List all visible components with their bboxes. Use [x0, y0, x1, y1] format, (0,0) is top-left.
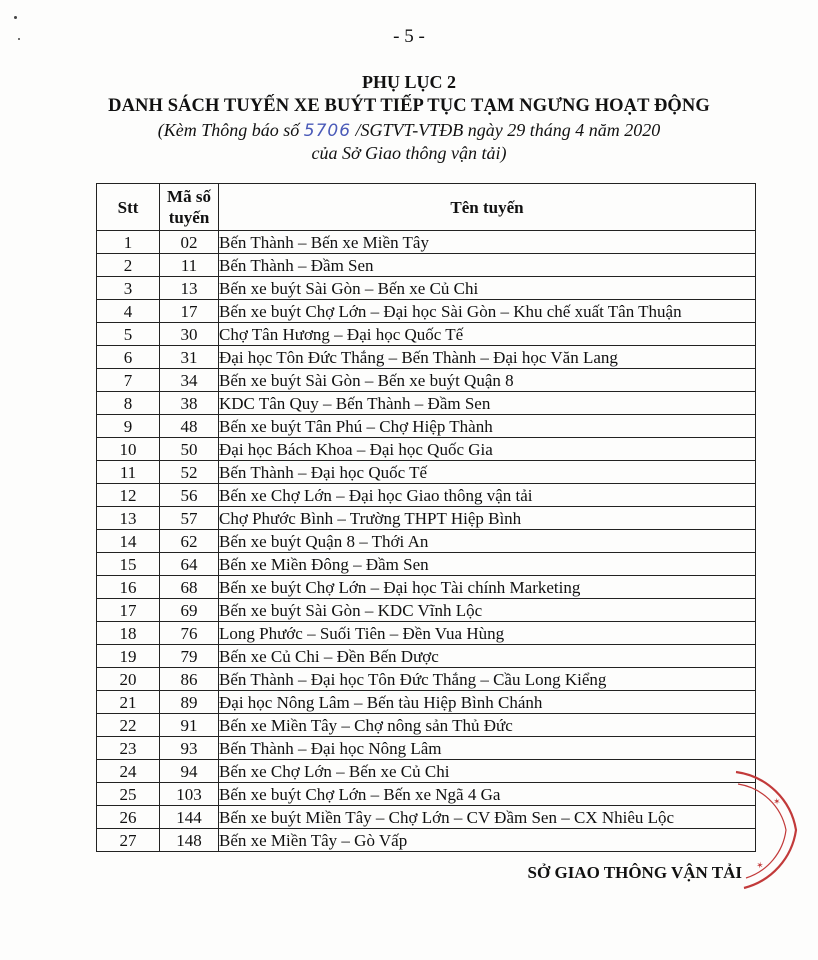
- table-row: [97, 461, 756, 484]
- table-row: [97, 645, 756, 668]
- svg-text:✶: ✶: [754, 859, 768, 872]
- table-row: [97, 622, 756, 645]
- row-route-code: 64: [160, 553, 219, 576]
- table-row: [97, 392, 756, 415]
- row-route-name: Bến xe Chợ Lớn – Bến xe Củ Chi: [219, 760, 756, 783]
- header-stt: Stt: [97, 184, 160, 231]
- row-route-name: Bến xe buýt Sài Gòn – KDC Vĩnh Lộc: [219, 599, 756, 622]
- row-stt: 5: [97, 323, 160, 346]
- document-title: DANH SÁCH TUYẾN XE BUÝT TIẾP TỤC TẠM NGƯNG HOẠT ĐỘNG: [108, 96, 710, 116]
- row-route-name: Long Phước – Suối Tiên – Đền Vua Hùng: [219, 622, 756, 645]
- header-route-code-line1: Mã số: [167, 187, 211, 206]
- routes-table: [96, 183, 756, 852]
- row-route-code: 103: [160, 783, 219, 806]
- row-route-name: Bến Thành – Đại học Quốc Tế: [219, 461, 756, 484]
- reference-suffix: /SGTVT-VTĐB ngày 29 tháng 4 năm 2020: [355, 120, 661, 140]
- row-route-code: 31: [160, 346, 219, 369]
- row-route-code: 79: [160, 645, 219, 668]
- row-route-code: 11: [160, 254, 219, 277]
- row-stt: 3: [97, 277, 160, 300]
- row-route-name: Bến xe buýt Sài Gòn – Bến xe buýt Quận 8: [219, 369, 756, 392]
- table-row: [97, 254, 756, 277]
- row-route-name: Bến Thành – Đại học Tôn Đức Thắng – Cầu Long Kiểng: [219, 668, 756, 691]
- row-route-name: Bến Thành – Bến xe Miền Tây: [219, 231, 756, 254]
- scan-speck: [14, 16, 17, 19]
- row-route-name: Bến Thành – Đầm Sen: [219, 254, 756, 277]
- row-route-code: 30: [160, 323, 219, 346]
- row-stt: 16: [97, 576, 160, 599]
- row-stt: 19: [97, 645, 160, 668]
- row-stt: 8: [97, 392, 160, 415]
- row-route-code: 48: [160, 415, 219, 438]
- table-row: [97, 300, 756, 323]
- row-stt: 23: [97, 737, 160, 760]
- row-route-name: Bến xe buýt Chợ Lớn – Đại học Tài chính Marketing: [219, 576, 756, 599]
- row-route-code: 86: [160, 668, 219, 691]
- row-stt: 22: [97, 714, 160, 737]
- row-route-code: 62: [160, 530, 219, 553]
- table-row: [97, 829, 756, 852]
- row-stt: 15: [97, 553, 160, 576]
- table-row: [97, 484, 756, 507]
- table-row: [97, 576, 756, 599]
- header-route-name: Tên tuyến: [219, 184, 756, 231]
- row-route-code: 144: [160, 806, 219, 829]
- row-route-name: Bến xe Miền Tây – Chợ nông sản Thủ Đức: [219, 714, 756, 737]
- table-row: [97, 346, 756, 369]
- table-row: [97, 783, 756, 806]
- table-row: [97, 231, 756, 254]
- row-stt: 21: [97, 691, 160, 714]
- table-row: [97, 760, 756, 783]
- row-route-name: Chợ Phước Bình – Trường THPT Hiệp Bình: [219, 507, 756, 530]
- table-header-row: [97, 184, 756, 231]
- row-route-name: Đại học Tôn Đức Thắng – Bến Thành – Đại học Văn Lang: [219, 346, 756, 369]
- reference-number: 5706: [303, 121, 352, 141]
- table-row: [97, 691, 756, 714]
- table-row: [97, 323, 756, 346]
- table-row: [97, 369, 756, 392]
- row-stt: 13: [97, 507, 160, 530]
- row-route-name: Bến xe buýt Sài Gòn – Bến xe Củ Chi: [219, 277, 756, 300]
- table-row: [97, 806, 756, 829]
- row-stt: 14: [97, 530, 160, 553]
- row-stt: 4: [97, 300, 160, 323]
- row-route-name: Bến xe buýt Tân Phú – Chợ Hiệp Thành: [219, 415, 756, 438]
- row-route-name: Bến xe Miền Tây – Gò Vấp: [219, 829, 756, 852]
- header-route-code: [160, 184, 219, 231]
- row-route-code: 148: [160, 829, 219, 852]
- row-stt: 11: [97, 461, 160, 484]
- appendix-title: PHỤ LỤC 2: [362, 72, 456, 92]
- row-route-code: 34: [160, 369, 219, 392]
- row-route-code: 13: [160, 277, 219, 300]
- table-row: [97, 737, 756, 760]
- table-row: [97, 599, 756, 622]
- reference-issuer: của Sở Giao thông vận tải): [311, 143, 507, 163]
- row-stt: 9: [97, 415, 160, 438]
- row-route-name: Bến xe Miền Đông – Đầm Sen: [219, 553, 756, 576]
- row-route-code: 93: [160, 737, 219, 760]
- signature-authority: SỞ GIAO THÔNG VẬN TẢI: [527, 863, 742, 882]
- row-route-code: 02: [160, 231, 219, 254]
- header-route-code-line2: tuyến: [168, 208, 210, 227]
- table-row: [97, 668, 756, 691]
- row-stt: 7: [97, 369, 160, 392]
- table-row: [97, 714, 756, 737]
- row-route-name: Bến xe Củ Chi – Đền Bến Dược: [219, 645, 756, 668]
- row-route-code: 94: [160, 760, 219, 783]
- table-row: [97, 507, 756, 530]
- row-route-code: 50: [160, 438, 219, 461]
- row-route-name: Bến xe buýt Quận 8 – Thới An: [219, 530, 756, 553]
- table-row: [97, 553, 756, 576]
- row-stt: 1: [97, 231, 160, 254]
- row-stt: 25: [97, 783, 160, 806]
- row-route-code: 69: [160, 599, 219, 622]
- row-route-name: Bến xe buýt Chợ Lớn – Bến xe Ngã 4 Ga: [219, 783, 756, 806]
- row-route-code: 91: [160, 714, 219, 737]
- row-route-name: Bến xe Chợ Lớn – Đại học Giao thông vận tải: [219, 484, 756, 507]
- row-stt: 10: [97, 438, 160, 461]
- row-stt: 24: [97, 760, 160, 783]
- table-row: [97, 438, 756, 461]
- page-number: - 5 -: [393, 26, 425, 47]
- row-route-code: 89: [160, 691, 219, 714]
- row-stt: 17: [97, 599, 160, 622]
- row-route-code: 38: [160, 392, 219, 415]
- row-route-name: Đại học Bách Khoa – Đại học Quốc Gia: [219, 438, 756, 461]
- row-route-name: Chợ Tân Hương – Đại học Quốc Tế: [219, 323, 756, 346]
- row-stt: 12: [97, 484, 160, 507]
- row-stt: 27: [97, 829, 160, 852]
- reference-line: [0, 120, 818, 141]
- row-stt: 6: [97, 346, 160, 369]
- table-row: [97, 415, 756, 438]
- row-route-code: 17: [160, 300, 219, 323]
- svg-text:✶: ✶: [769, 795, 783, 808]
- reference-prefix: (Kèm Thông báo số: [157, 120, 300, 140]
- row-route-code: 56: [160, 484, 219, 507]
- row-route-name: Bến Thành – Đại học Nông Lâm: [219, 737, 756, 760]
- row-stt: 18: [97, 622, 160, 645]
- row-route-name: KDC Tân Quy – Bến Thành – Đầm Sen: [219, 392, 756, 415]
- routes-table-body: [97, 231, 756, 852]
- row-stt: 26: [97, 806, 160, 829]
- row-stt: 20: [97, 668, 160, 691]
- row-stt: 2: [97, 254, 160, 277]
- table-row: [97, 530, 756, 553]
- row-route-name: Bến xe buýt Chợ Lớn – Đại học Sài Gòn – Khu chế xuất Tân Thuận: [219, 300, 756, 323]
- table-row: [97, 277, 756, 300]
- row-route-name: Đại học Nông Lâm – Bến tàu Hiệp Bình Chánh: [219, 691, 756, 714]
- row-route-code: 52: [160, 461, 219, 484]
- row-route-code: 57: [160, 507, 219, 530]
- row-route-code: 68: [160, 576, 219, 599]
- row-route-code: 76: [160, 622, 219, 645]
- row-route-name: Bến xe buýt Miền Tây – Chợ Lớn – CV Đầm Sen – CX Nhiêu Lộc: [219, 806, 756, 829]
